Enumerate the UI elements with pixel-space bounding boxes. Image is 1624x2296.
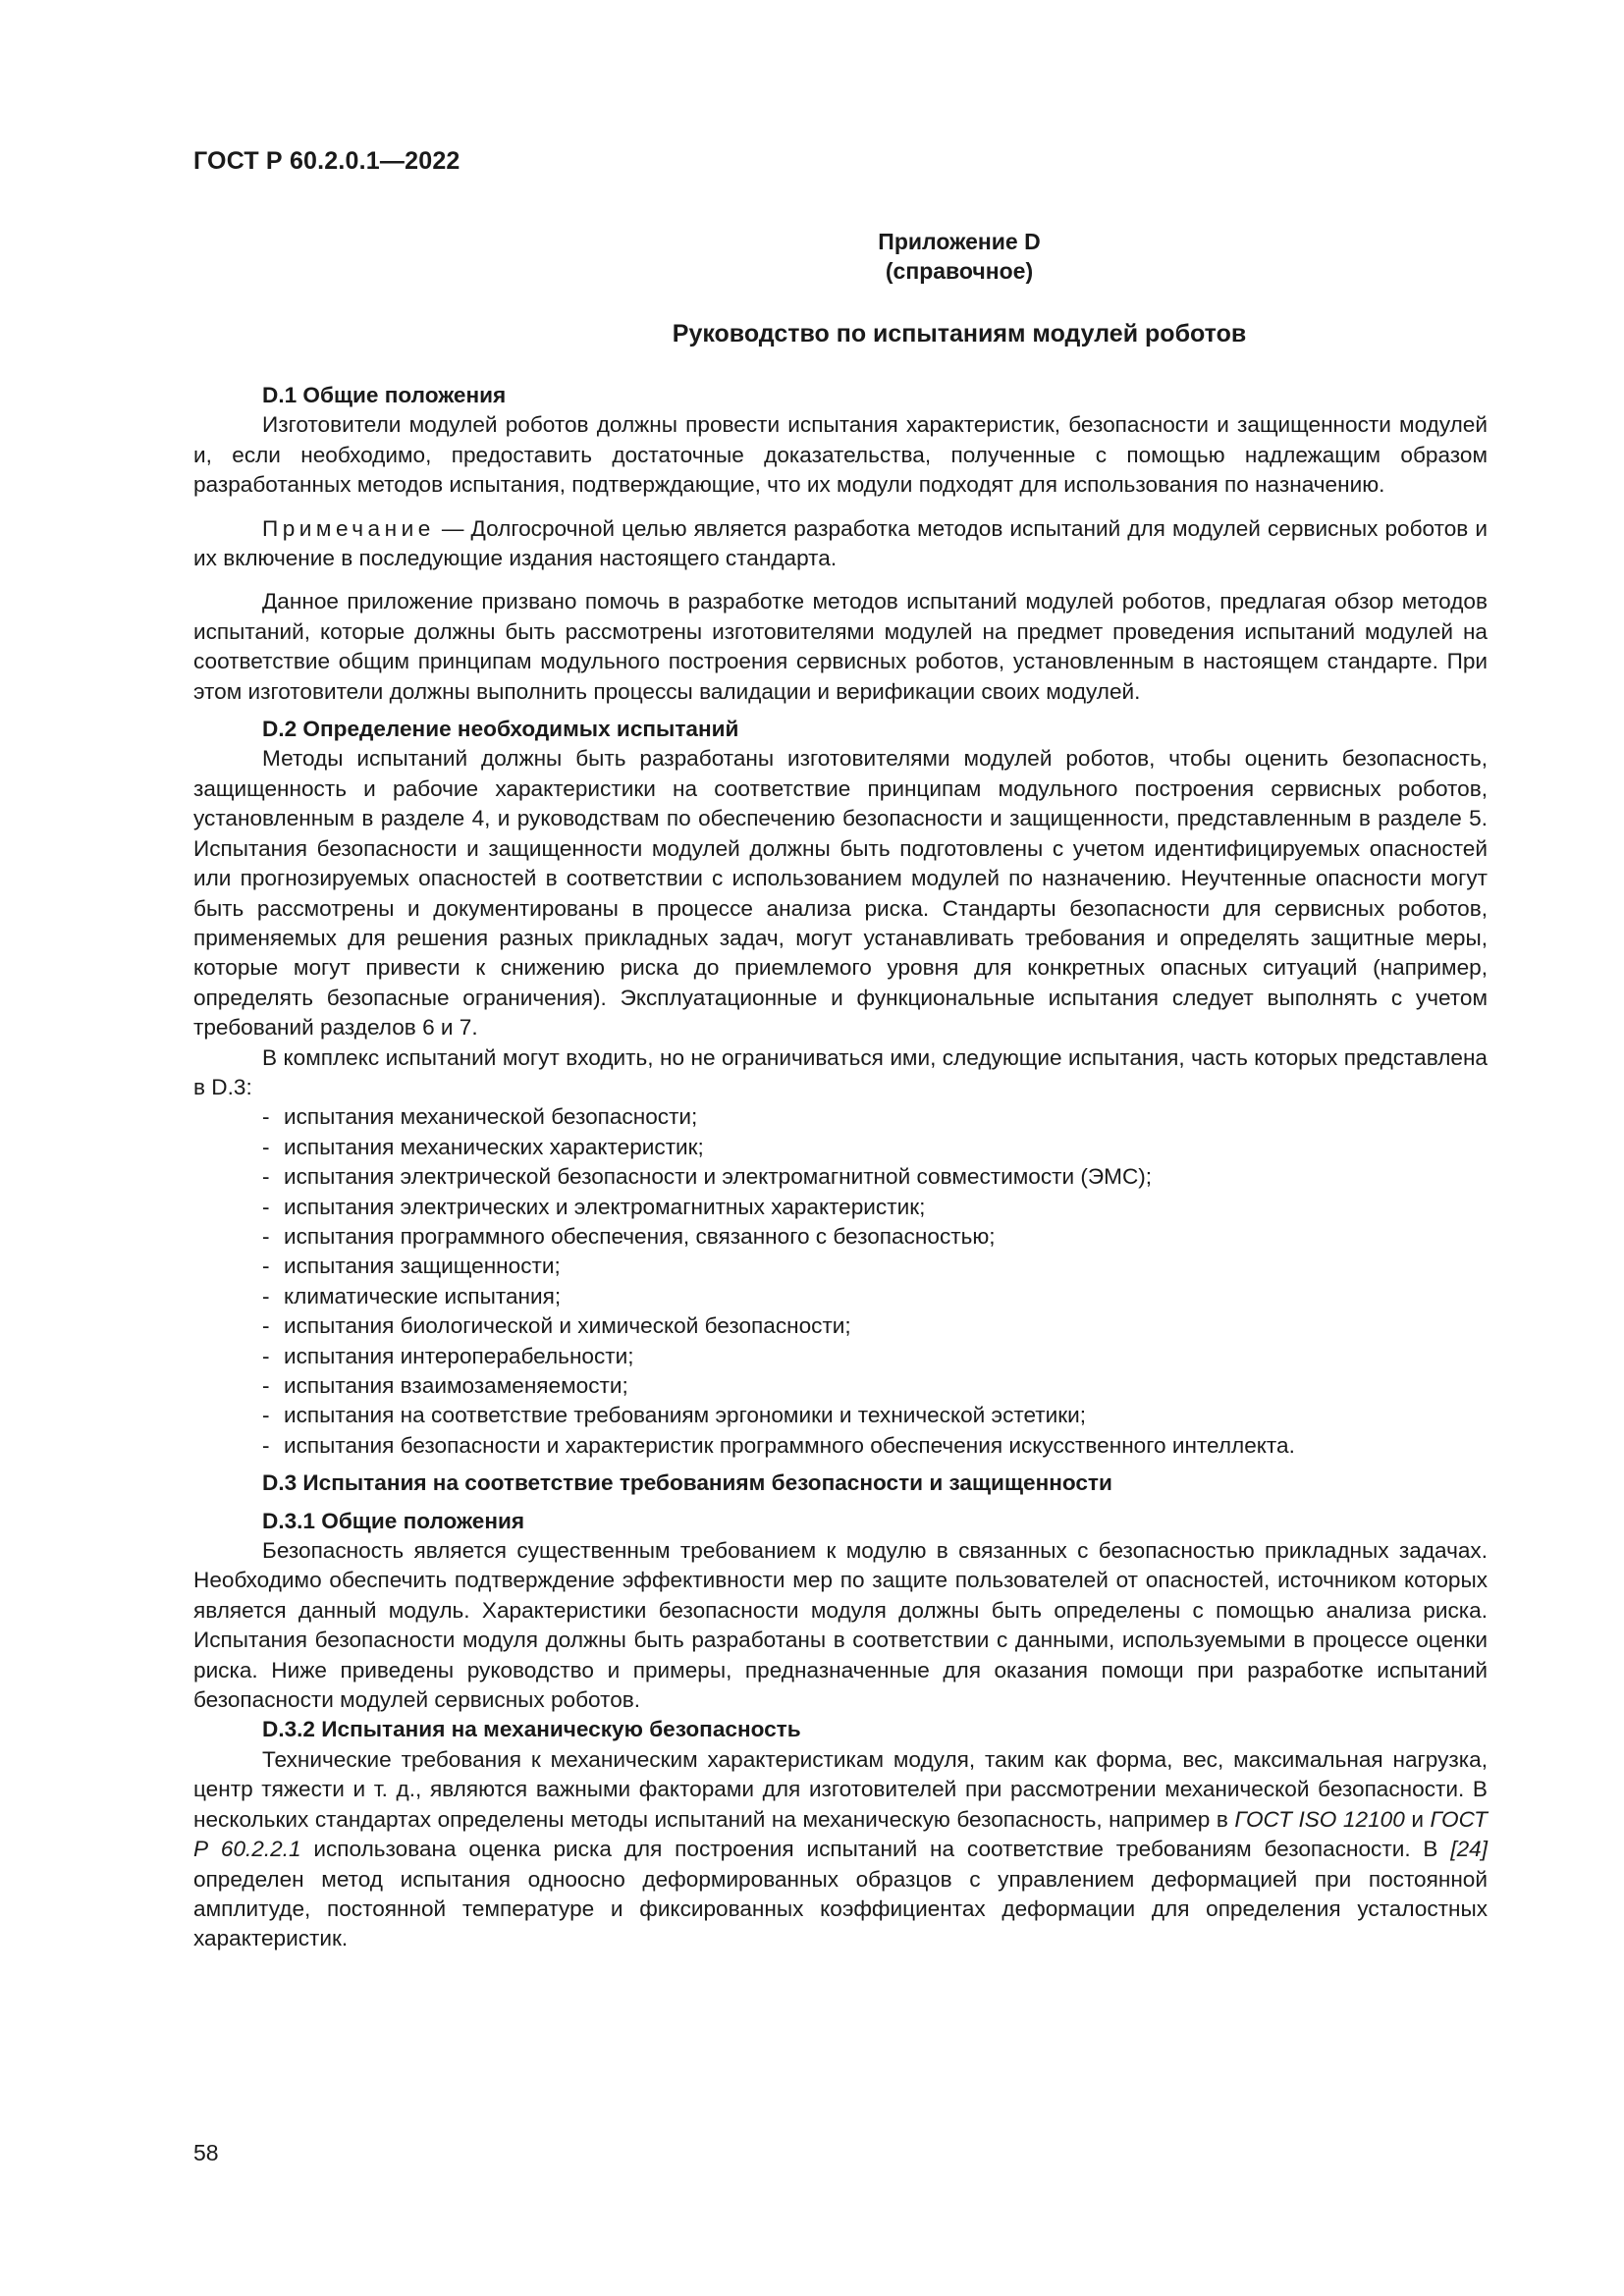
appendix-type: (справочное) xyxy=(885,258,1034,284)
list-item: - климатические испытания; xyxy=(262,1283,562,1308)
list-item: - испытания защищенности; xyxy=(262,1254,561,1279)
reference-gost-r-60-2-2-1: ГОСТ Р 60.2.2.1 xyxy=(193,1806,1488,1862)
section-d31-paragraph: Безопасность является существенным требованием к модулю в связанных с безопасностью прикладных задачах. Необходимо обеспечить подтверждение эффективности мер по защите пользователей от опасностей, источником которых является данный модуль. Характеристики безопасности модуля должны быть определены с помощью анализа риска. Испытания безопасности модуля должны быть разработаны в соответствии с данными, используемыми в процессе оценки риска. Ниже приведены руководство и примеры, предназначенные для оказания помощи при разработке испытаний безопасности модулей сервисных роботов. xyxy=(193,1538,1488,1713)
document-body xyxy=(193,381,1488,1954)
appendix-label: Приложение D xyxy=(878,229,1041,254)
list-item: - испытания взаимозаменяемости; xyxy=(262,1373,628,1398)
section-d1-paragraph-2: Данное приложение призвано помочь в разработке методов испытаний модулей роботов, предлагая обзор методов испытаний, которые должны быть рассмотрены изготовителями модулей на предмет проведения испытаний модулей на соответствие общим принципам модульного построения сервисных роботов, установленным в настоящем стандарте. При этом изготовители должны выполнить процессы валидации и верификации своих модулей. xyxy=(193,589,1488,704)
document-code: ГОСТ Р 60.2.0.1—2022 xyxy=(193,147,460,175)
reference-24: [24] xyxy=(1450,1837,1488,1862)
list-item: - испытания механических характеристик; xyxy=(262,1134,704,1159)
list-item: - испытания биологической и химической безопасности; xyxy=(262,1313,851,1339)
appendix-title: Руководство по испытаниям модулей роботов xyxy=(672,320,1247,347)
list-item: - испытания интероперабельности; xyxy=(262,1343,634,1368)
section-d2-heading: D.2 Определение необходимых испытаний xyxy=(262,717,739,742)
note-label: Примечание xyxy=(262,515,435,541)
section-d32-heading: D.3.2 Испытания на механическую безопасность xyxy=(262,1717,801,1742)
section-d2-paragraph-2: В комплекс испытаний могут входить, но не ограничиваться ими, следующие испытания, часть которых представлена в D.3: xyxy=(193,1044,1488,1099)
reference-gost-iso-12100: ГОСТ ISO 12100 xyxy=(1234,1806,1405,1832)
section-d1-heading: D.1 Общие положения xyxy=(262,383,507,407)
section-d32-paragraph: Технические требования к механическим характеристикам модуля, таким как форма, вес, максимальная нагрузка, центр тяжести и т. д., являются важными факторами для изготовителей при рассмотрении механической безопасности. В нескольких стандартах определены методы испытаний на механическую безопасность, например в ГОСТ ISO 12100 и ГОСТ Р 60.2.2.1 использована оценка риска для построения испытаний на соответствие требованиям безопасности. В [24] определен метод испытания одноосно деформированных образцов с управлением деформацией при постоянной амплитуде, постоянной температуре и фиксированных коэффициентах деформации для определения усталостных характеристик. xyxy=(193,1746,1488,1951)
page-number: 58 xyxy=(193,2140,219,2165)
list-item: - испытания программного обеспечения, связанного с безопасностью; xyxy=(262,1223,996,1249)
section-d3-heading: D.3 Испытания на соответствие требованиям безопасности и защищенности xyxy=(262,1470,1112,1496)
tests-list xyxy=(193,1102,1488,1461)
section-d1-note xyxy=(193,514,1488,574)
section-d31-heading: D.3.1 Общие положения xyxy=(262,1508,525,1533)
section-d2-paragraph-1: Методы испытаний должны быть разработаны изготовителями модулей роботов, чтобы оценить безопасность, защищенность и рабочие характеристики на соответствие принципам модульного построения сервисных роботов, установленным в разделе 4, и руководствам по обеспечению безопасности и защищенности, представленным в разделе 5. Испытания безопасности и защищенности модулей должны быть подготовлены с учетом идентифицируемых опасностей или прогнозируемых опасностей в соответствии с использованием модулей по назначению. Неучтенные опасности могут быть рассмотрены и документированы в процессе анализа риска. Стандарты безопасности для сервисных роботов, применяемых для решения разных прикладных задач, могут устанавливать требования и определять защитные меры, которые могут привести к снижению риска до приемлемого уровня для конкретных опасных ситуаций (например, определять безопасные ограничения). Эксплуатационные и функциональные испытания следует выполнять с учетом требований разделов 6 и 7. xyxy=(193,746,1488,1041)
list-item: - испытания безопасности и характеристик программного обеспечения искусственного интеллекта. xyxy=(262,1432,1295,1458)
section-d1-paragraph-1: Изготовители модулей роботов должны провести испытания характеристик, безопасности и защищенности модулей и, если необходимо, предоставить достаточные доказательства, полученные с помощью надлежащим образом разработанных методов испытания, подтверждающие, что их модули подходят для использования по назначению. xyxy=(193,412,1488,498)
list-item: - испытания на соответствие требованиям эргономики и технической эстетики; xyxy=(262,1403,1087,1428)
note-text: — Долгосрочной целью является разработка методов испытаний для модулей сервисных роботов и их включение в последующие издания настоящего стандарта. xyxy=(193,515,1488,571)
list-item: - испытания электрической безопасности и электромагнитной совместимости (ЭМС); xyxy=(262,1164,1153,1190)
list-item: - испытания механической безопасности; xyxy=(262,1104,698,1130)
list-item: - испытания электрических и электромагнитных характеристик; xyxy=(262,1194,926,1219)
